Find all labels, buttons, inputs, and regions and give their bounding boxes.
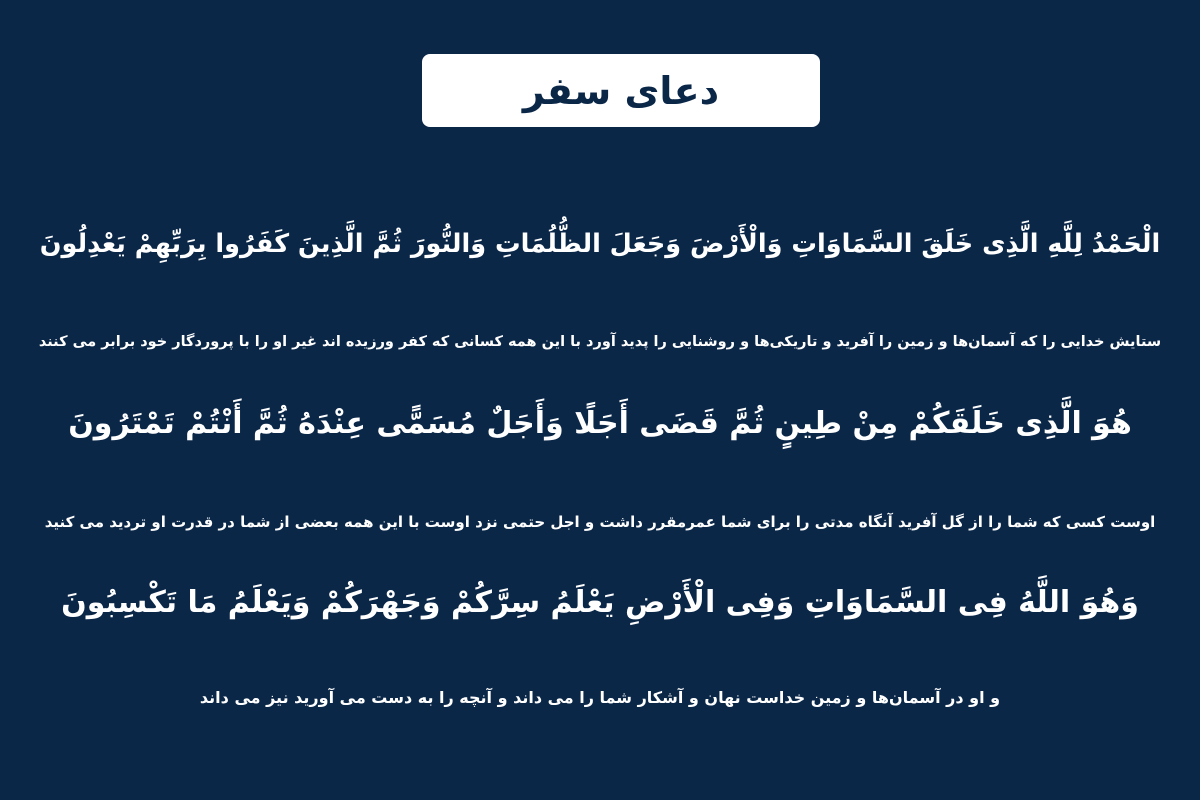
verse-2-arabic: هُوَ الَّذِی خَلَقَكُمْ مِنْ طِینٍ ثُمَّ قَضَى أَجَلًا وَأَجَلٌ مُسَمًّى عِنْدَهُ ثُمَّ أَنْتُمْ تَمْتَرُونَ — [68, 406, 1132, 441]
page-title: دعای سفر — [522, 68, 720, 113]
verse-1-arabic: الْحَمْدُ لِلَّهِ الَّذِی خَلَقَ السَّمَاوَاتِ وَالْأَرْضَ وَجَعَلَ الظُّلُمَاتِ وَالنُّورَ ثُمَّ الَّذِینَ كَفَرُوا بِرَبِّهِمْ یَعْدِلُونَ — [39, 229, 1161, 259]
verse-3-translation: و او در آسمان‌ها و زمین خداست نهان و آشکار شما را می داند و آنچه را به دست می آورید نیز می داند — [199, 688, 1001, 707]
title-box — [422, 54, 820, 127]
verse-2-translation: اوست کسی که شما را از گل آفرید آنگاه مدتی را برای شما عمرمقرر داشت و اجل حتمی نزد اوست با این همه بعضی از شما در قدرت او تردید می کنید — [44, 513, 1156, 531]
verse-1-translation: ستایش خدایی را که آسمان‌ها و زمین را آفرید و تاریکی‌ها و روشنایی را پدید آورد با این همه کسانی که کفر ورزیده اند غیر او را با پروردگار خود برابر می کنند — [38, 334, 1162, 350]
verse-3-arabic: وَهُوَ اللَّهُ فِی السَّمَاوَاتِ وَفِی الْأَرْضِ یَعْلَمُ سِرَّكُمْ وَجَهْرَكُمْ وَیَعْلَمُ مَا تَكْسِبُونَ — [61, 585, 1139, 620]
